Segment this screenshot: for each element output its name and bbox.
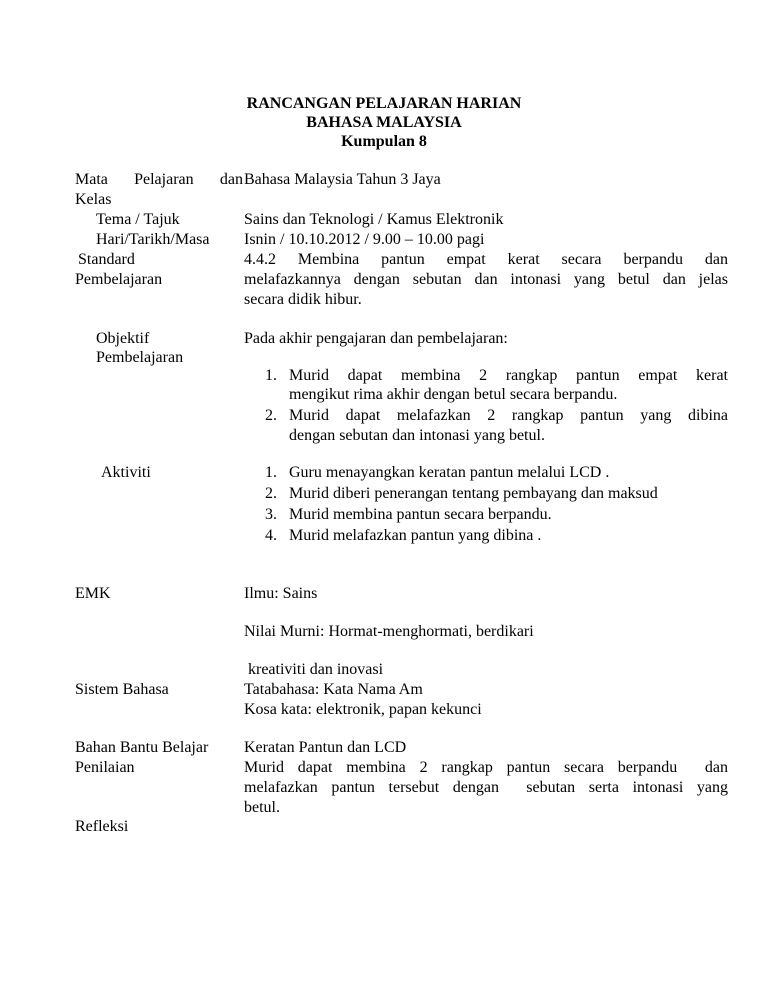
aktiviti-item-1: Guru menayangkan keratan pantun melalui LCD .: [289, 464, 610, 481]
list-item-number: 1.: [265, 367, 277, 384]
sistem-bahasa-kosa-kata: Kosa kata: elektronik, papan kekunci: [244, 701, 482, 718]
list-item-number: 3.: [265, 506, 277, 523]
refleksi-label: Refleksi: [75, 818, 129, 835]
mata-pelajaran-label: Mata Pelajaran dan: [75, 171, 243, 188]
tema-value: Sains dan Teknologi / Kamus Elektronik: [244, 211, 504, 228]
aktiviti-label: Aktiviti: [101, 464, 151, 481]
aktiviti-item-4: Murid melafazkan pantun yang dibina .: [289, 527, 542, 544]
objektif-item-2-line-1: Murid dapat melafazkan 2 rangkap pantun yang dibina: [289, 407, 728, 424]
objektif-label: Objektif: [96, 330, 150, 347]
penilaian-label: Penilaian: [75, 759, 135, 776]
objektif-item-2-line-2: dengan sebutan dan intonasi yang betul.: [289, 427, 545, 444]
objektif-intro: Pada akhir pengajaran dan pembelajaran:: [244, 330, 508, 347]
bahan-label: Bahan Bantu Belajar: [75, 739, 209, 756]
list-item-number: 2.: [265, 485, 277, 502]
penilaian-line-2: melafazkan pantun tersebut dengan sebutan serta intonasi yang: [244, 779, 728, 796]
doc-group: Kumpulan 8: [341, 133, 427, 150]
standard-line-3: secara didik hibur.: [244, 291, 362, 308]
objektif-item-1-line-1: Murid dapat membina 2 rangkap pantun empat kerat: [289, 367, 728, 384]
objektif-item-1-line-2: mengikut rima akhir dengan betul secara berpandu.: [289, 386, 618, 403]
kelas-label: Kelas: [75, 191, 112, 208]
emk-kreativiti: kreativiti dan inovasi: [244, 661, 384, 678]
aktiviti-item-2: Murid diberi penerangan tentang pembayang dan maksud: [289, 485, 658, 502]
penilaian-line-1: Murid dapat membina 2 rangkap pantun secara berpandu dan: [244, 759, 728, 776]
list-item-number: 4.: [265, 527, 277, 544]
hari-value: Isnin / 10.10.2012 / 9.00 – 10.00 pagi: [244, 231, 485, 248]
doc-title: RANCANGAN PELAJARAN HARIAN: [246, 95, 522, 112]
standard-line-2: melafazkannya dengan sebutan dan intonasi yang betul dan jelas: [244, 271, 728, 288]
hari-label: Hari/Tarikh/Masa: [96, 231, 210, 248]
pembelajaran-label: Pembelajaran: [75, 271, 163, 288]
mata-pelajaran-value: Bahasa Malaysia Tahun 3 Jaya: [244, 171, 441, 188]
bahan-value: Keratan Pantun dan LCD: [244, 739, 407, 756]
objektif-list: [265, 366, 728, 446]
list-item-number: 2.: [265, 407, 277, 424]
emk-ilmu: Ilmu: Sains: [244, 585, 318, 602]
objektif-label-2: Pembelajaran: [96, 349, 184, 366]
tema-label: Tema / Tajuk: [96, 211, 180, 228]
penilaian-line-3: betul.: [244, 799, 280, 816]
aktiviti-list: [265, 463, 728, 543]
standard-label: Standard: [78, 251, 135, 268]
doc-subject: BAHASA MALAYSIA: [306, 114, 462, 131]
sistem-bahasa-label: Sistem Bahasa: [75, 681, 169, 698]
emk-label: EMK: [75, 585, 111, 602]
sistem-bahasa-tatabahasa: Tatabahasa: Kata Nama Am: [244, 681, 423, 698]
aktiviti-item-3: Murid membina pantun secara berpandu.: [289, 506, 552, 523]
list-item-number: 1.: [265, 464, 277, 481]
standard-line-1: 4.4.2 Membina pantun empat kerat secara berpandu dan: [244, 251, 728, 268]
emk-nilai: Nilai Murni: Hormat-menghormati, berdikari: [244, 623, 534, 640]
